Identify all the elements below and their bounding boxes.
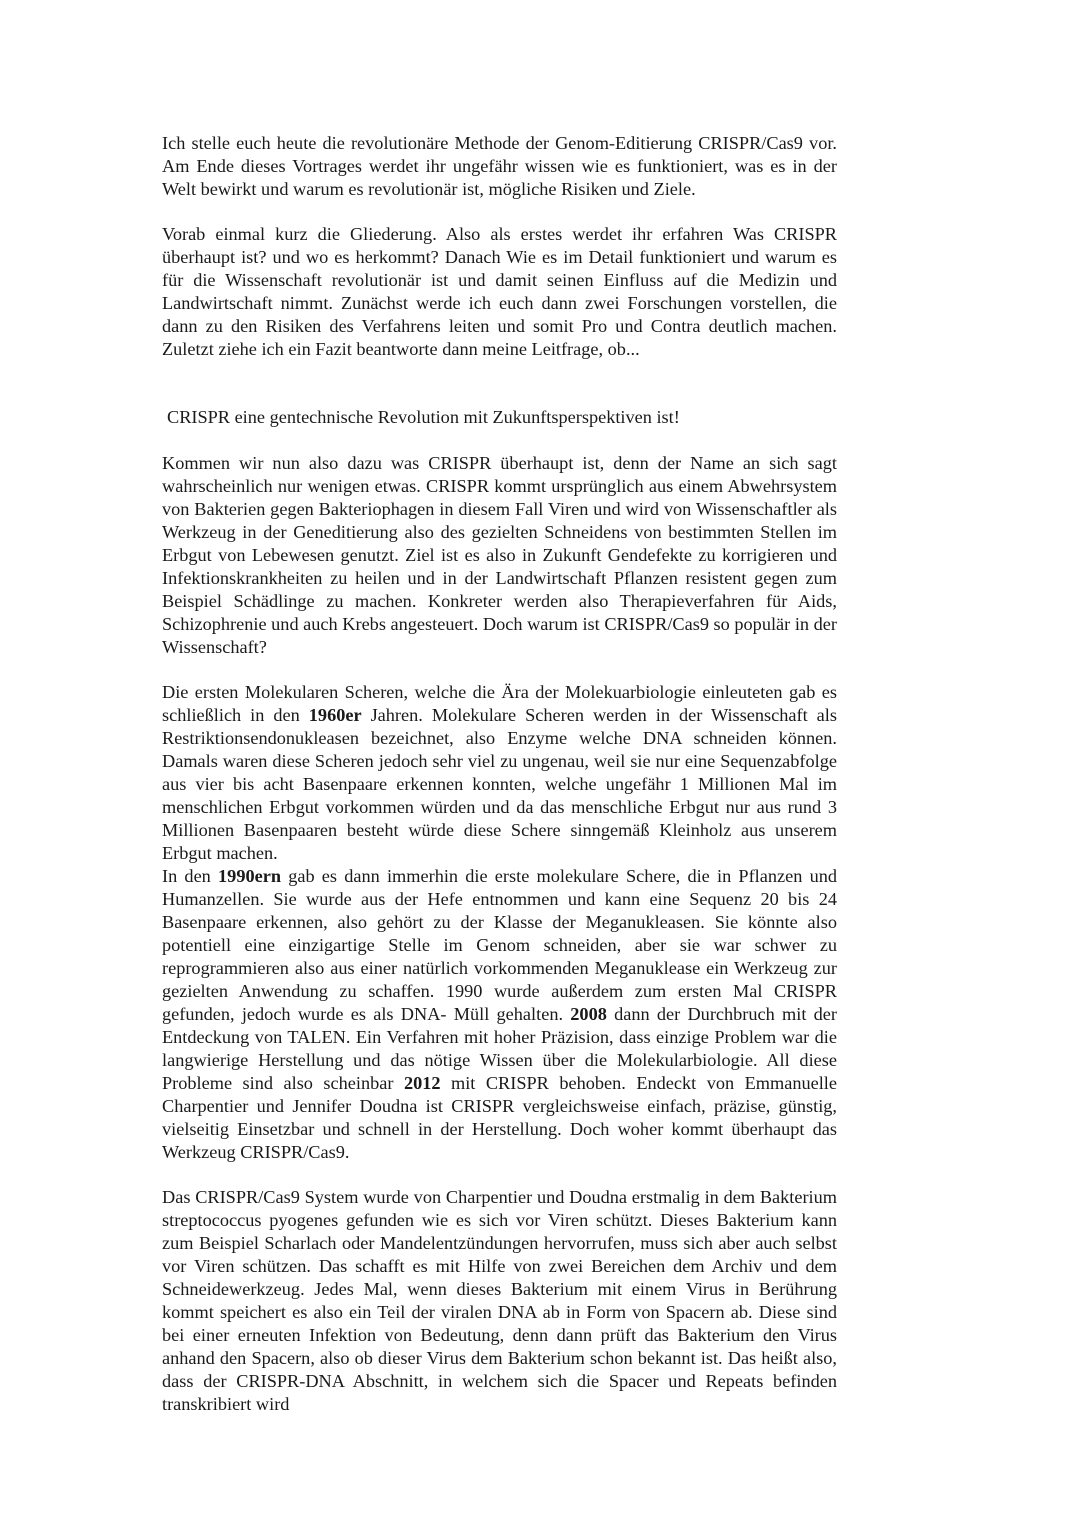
- history-1-year-1960: 1960er: [308, 705, 362, 725]
- history-2-part-a: In den: [162, 866, 219, 886]
- what-is-text: Kommen wir nun also dazu was CRISPR überhaupt ist, denn der Name an sich sagt wahrscheinlich nur wenigen etwas. CRISPR kommt ursprünglich aus einem Abwehrsystem von Bakterien gegen Bakteriophagen in diesem Fall Viren und wird von Wissenschaftler als Werkzeug in der Geneditierung also des gezielten Schneidens von bestimmten Stellen im Erbgut von Lebewesen genutzt. Ziel ist es also in Zukunft Gendefekte zu korrigieren und Infektionskrankheiten zu heilen und in der Landwirtschaft Pflanzen resistent gegen zum Beispiel Schädlinge zu machen. Konkreter werden also Therapieverfahren für Aids, Schizophrenie und auch Krebs angesteuert. Doch warum ist CRISPR/Cas9 so populär in der Wissenschaft?: [162, 453, 837, 657]
- paragraph-crispr-system: [162, 1186, 837, 1416]
- history-1-part-a: Die ersten Molekularen Scheren, welche die Ära der Molekuarbiologie einleuteten gab es schließlich in den: [162, 682, 837, 725]
- history-2-text: [162, 865, 837, 1164]
- history-2-part-e: dann der Durchbruch mit der Entdeckung von TALEN. Ein Verfahren mit hoher Präzision, dass einzige Problem war die langwierige Herstellung und das nötige Wissen über die Molekularbiologie. All diese Probleme sind also scheinbar: [162, 1004, 837, 1093]
- guiding-question: [162, 406, 842, 429]
- history-2-year-1990: 1990ern: [218, 866, 281, 886]
- history-2-part-g: mit CRISPR behoben. Endeckt von Emmanuelle Charpentier und Jennifer Doudna ist CRISPR vergleichsweise einfach, präzise, günstig, vielseitig Einsetzbar und schnell in der Herstellung. Doch woher kommt überhaupt das Werkzeug CRISPR/Cas9.: [162, 1073, 837, 1162]
- history-1-part-c: Jahren. Molekulare Scheren werden in der Wissenschaft als Restriktionsendonukleasen bezeichnet, also Enzyme welche DNA schneiden können. Damals waren diese Scheren jedoch sehr viel zu ungenau, weil sie nur eine Sequenzabfolge aus vier bis acht Basenpaare erkennen konnten, welche ungefähr 1 Millionen Mal im menschlichen Erbgut vorkommen würden und da das menschliche Erbgut nur aus rund 3 Millionen Basenpaaren besteht würde diese Schere sinngemäß Kleinholz aus unserem Erbgut machen.: [162, 705, 837, 863]
- history-1-text: [162, 681, 837, 865]
- intro-text: Ich stelle euch heute die revolutionäre Methode der Genom-Editierung CRISPR/Cas9 vor. Am Ende dieses Vortrages werdet ihr ungefähr wissen wie es funktioniert, was es in der Welt bewirkt und warum es revolutionär ist, mögliche Risiken und Ziele.: [162, 133, 837, 199]
- history-2-year-2012: 2012: [403, 1073, 441, 1093]
- paragraph-intro: [162, 132, 837, 201]
- paragraph-outline: [162, 223, 837, 361]
- system-text: Das CRISPR/Cas9 System wurde von Charpentier und Doudna erstmalig in dem Bakterium streptococcus pyogenes gefunden wie es sich vor Viren schützt. Dieses Bakterium kann zum Beispiel Scharlach oder Mandelentzündungen hervorrufen, muss sich aber auch selbst vor Viren schützen. Das schafft es mit Hilfe von zwei Bereichen dem Archiv und dem Schneidewerkzeug. Jedes Mal, wenn dieses Bakterium mit einem Virus in Berührung kommt speichert es also ein Teil der viralen DNA ab in Form von Spacern ab. Diese sind bei einer erneuten Infektion von Bedeutung, denn dann prüft das Bakterium den Virus anhand den Spacern, also ob dieser Virus dem Bakterium schon bekannt ist. Das heißt also, dass der CRISPR-DNA Abschnitt, in welchem sich die Spacer und Repeats befinden transkribiert wird: [162, 1187, 837, 1414]
- paragraph-history: [162, 681, 837, 1164]
- history-2-part-c: gab es dann immerhin die erste molekulare Schere, die in Pflanzen und Humanzellen. Sie wurde aus der Hefe entnommen und kann eine Sequenz 20 bis 24 Basenpaare erkennen, also gehört zu der Klasse der Meganukleasen. Sie könnte also potentiell eine einzigartige Stelle im Genom schneiden, aber sie war schwer zu reprogrammieren also aus einer natürlich vorkommenden Meganuklease ein Werkzeug zur gezielten Anwendung zu schaffen. 1990 wurde außerdem zum ersten Mal CRISPR gefunden, jedoch wurde es als DNA- Müll gehalten.: [162, 866, 837, 1024]
- paragraph-what-is-crispr: [162, 452, 837, 659]
- outline-text: Vorab einmal kurz die Gliederung. Also als erstes werdet ihr erfahren Was CRISPR überhaupt ist? und wo es herkommt? Danach Wie es im Detail funktioniert und warum es für die Wissenschaft revolutionär ist und damit seinen Einfluss auf die Medizin und Landwirtschaft nimmt. Zunächst werde ich euch dann zwei Forschungen vorstellen, die dann zu den Risiken des Verfahrens leiten und somit Pro und Contra deutlich machen. Zuletzt ziehe ich ein Fazit beantworte dann meine Leitfrage, ob...: [162, 224, 837, 359]
- history-2-year-2008: 2008: [570, 1004, 607, 1024]
- guiding-question-text: CRISPR eine gentechnische Revolution mit Zukunftsperspektiven ist!: [167, 407, 680, 427]
